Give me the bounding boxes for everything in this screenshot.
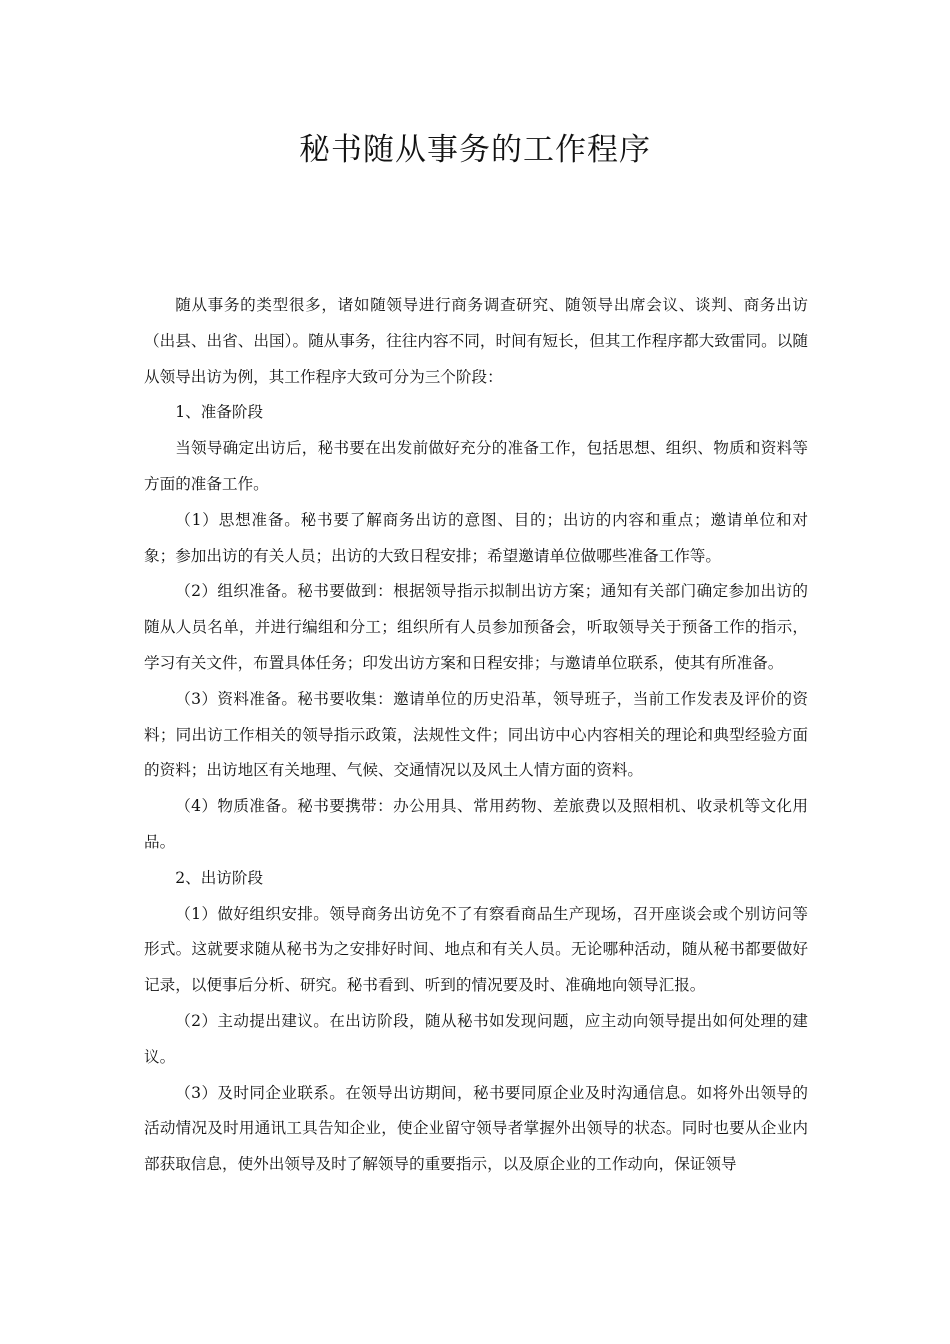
paragraph-preparation-overview: 当领导确定出访后，秘书要在出发前做好充分的准备工作，包括思想、组织、物质和资料等方面的准备工作。 — [144, 439, 808, 493]
paragraph-mental-preparation: （1）思想准备。秘书要了解商务出访的意图、目的；出访的内容和重点；邀请单位和对象；参加出访的有关人员；出访的大致日程安排；希望邀请单位做哪些准备工作等。 — [144, 510, 808, 565]
paragraph-materials-preparation: （3）资料准备。秘书要收集：邀请单位的历史沿革，领导班子，当前工作发表及评价的资料；同出访工作相关的领导指示政策，法规性文件；同出访中心内容相关的理论和典型经验方面的资料；出访地区有关地理、气候、交通情况以及风土人情方面的资料。 — [144, 689, 808, 780]
section-heading-preparation: 1、准备阶段 — [175, 403, 264, 422]
document-body — [144, 288, 808, 1183]
paragraph-intro: 随从事务的类型很多，诸如随领导进行商务调查研究、随领导出席会议、谈判、商务出访（出县、出省、出国）。随从事务，往往内容不同，时间有短长，但其工作程序都大致雷同。以随从领导出访为例，其工作程序大致可分为三个阶段： — [144, 296, 808, 386]
paragraph-propose-suggestions: （2）主动提出建议。在出访阶段，随从秘书如发现问题，应主动向领导提出如何处理的建议。 — [144, 1011, 808, 1066]
paragraph-organize-arrangements: （1）做好组织安排。领导商务出访免不了有察看商品生产现场，召开座谈会或个别访问等形式。这就要求随从秘书为之安排好时间、地点和有关人员。无论哪种活动，随从秘书都要做好记录，以便事后分析、研究。秘书看到、听到的情况要及时、准确地向领导汇报。 — [144, 904, 808, 995]
section-heading-visit: 2、出访阶段 — [175, 868, 264, 887]
document-title: 秘书随从事务的工作程序 — [299, 132, 651, 168]
paragraph-organizational-preparation: （2）组织准备。秘书要做到：根据领导指示拟制出访方案；通知有关部门确定参加出访的随从人员名单，并进行编组和分工；组织所有人员参加预备会，听取领导关于预备工作的指示，学习有关文件，布置具体任务；印发出访方案和日程安排；与邀请单位联系，使其有所准备。 — [144, 582, 808, 672]
paragraph-contact-company: （3）及时同企业联系。在领导出访期间，秘书要同原企业及时沟通信息。如将外出领导的活动情况及时用通讯工具告知企业，使企业留守领导者掌握外出领导的状态。同时也要从企业内部获取信息，使外出领导及时了解领导的重要指示，以及原企业的工作动向，保证领导 — [144, 1083, 808, 1174]
paragraph-supplies-preparation: （4）物质准备。秘书要携带：办公用具、常用药物、差旅费以及照相机、收录机等文化用品。 — [144, 797, 808, 851]
